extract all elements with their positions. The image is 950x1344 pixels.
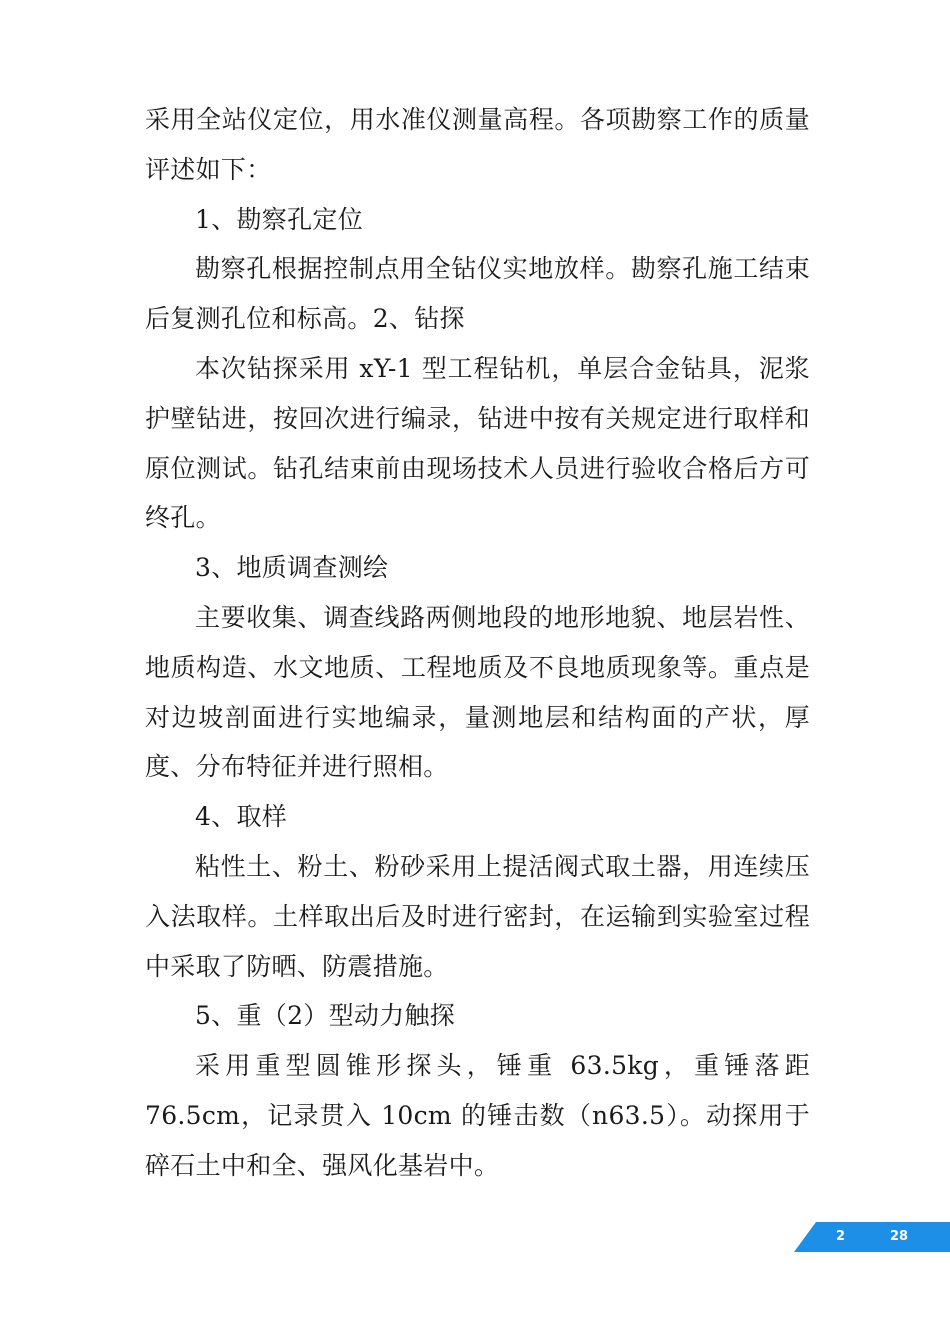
current-page-number: 2 bbox=[836, 1229, 846, 1244]
section-heading-5: 5、重（2）型动力触探 bbox=[195, 1001, 456, 1031]
total-page-count: 28 bbox=[890, 1229, 909, 1244]
paragraph-survey-positioning: 勘察孔根据控制点用全钻仪实地放样。勘察孔施工结束后复测孔位和标高。2、钻探 bbox=[145, 254, 810, 334]
paragraph-drilling: 本次钻探采用 xY-1 型工程钻机，单层合金钻具，泥浆护壁钻进，按回次进行编录，钻进中按有关规定进行取样和原位测试。钻孔结束前由现场技术人员进行验收合格后方可终孔。 bbox=[145, 353, 810, 533]
section-heading-3: 3、地质调查测绘 bbox=[195, 553, 389, 583]
section-heading-4: 4、取样 bbox=[195, 802, 288, 832]
page-number-badge bbox=[794, 1222, 950, 1252]
paragraph-intro: 采用全站仪定位，用水准仪测量高程。各项勘察工作的质量评述如下： bbox=[145, 105, 810, 184]
section-heading-1: 1、勘察孔定位 bbox=[195, 204, 364, 234]
paragraph-sampling: 粘性土、粉土、粉砂采用上提活阀式取土器，用连续压入法取样。土样取出后及时进行密封，在运输到实验室过程中采取了防晒、防震措施。 bbox=[145, 851, 810, 981]
paragraph-penetration-test: 采用重型圆锥形探头，锤重 63.5kg，重锤落距 76.5cm，记录贯入 10cm 的锤击数（n63.5）。动探用于碎石土中和全、强风化基岩中。 bbox=[145, 1051, 810, 1180]
document-body bbox=[145, 95, 810, 1191]
page-badge-shape bbox=[794, 1222, 950, 1252]
paragraph-geological-survey: 主要收集、调查线路两侧地段的地形地貌、地层岩性、地质构造、水文地质、工程地质及不良地质现象等。重点是对边坡剖面进行实地编录，量测地层和结构面的产状，厚度、分布特征并进行照相。 bbox=[145, 602, 810, 782]
